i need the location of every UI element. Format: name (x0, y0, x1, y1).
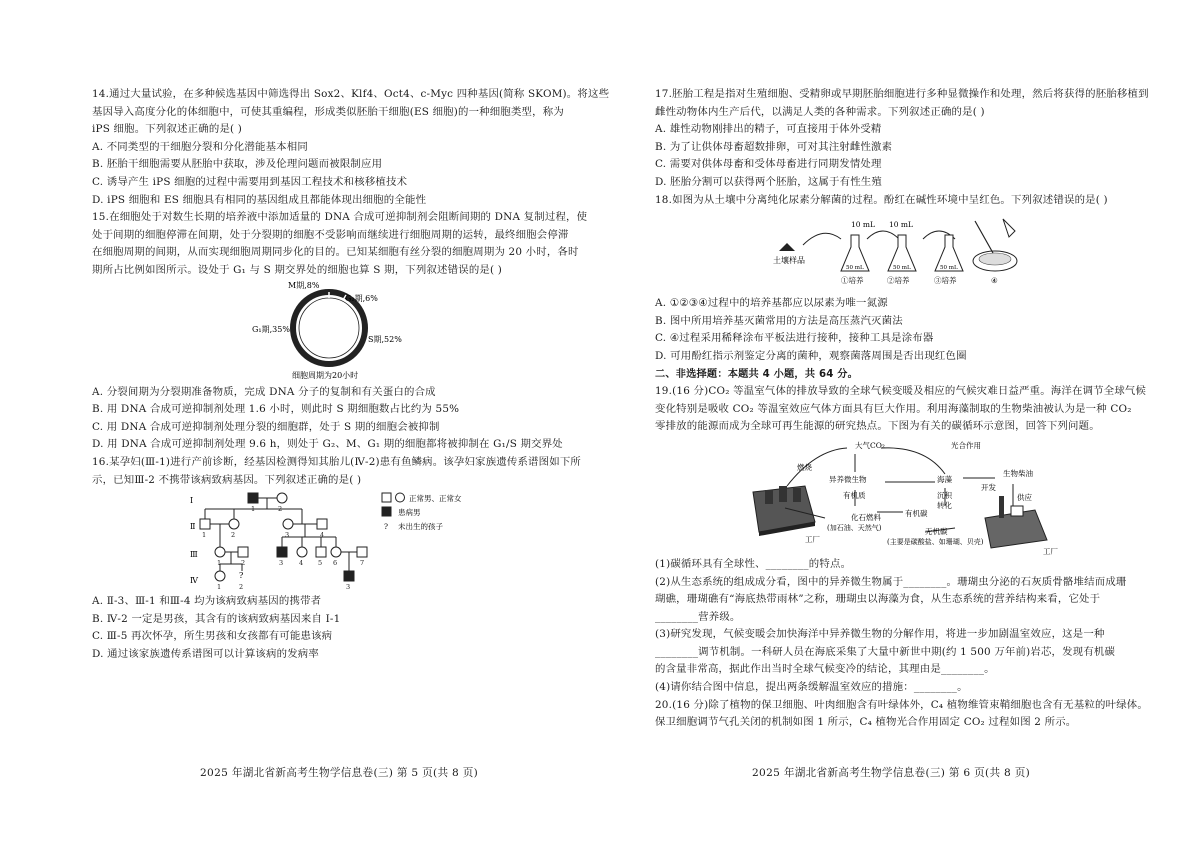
step-label: ①培养 (841, 276, 864, 286)
inorganic-carbon-examples: (主要是碳酸盐、如珊瑚、贝壳) (887, 537, 984, 546)
question-20 (655, 697, 1148, 732)
legend-unborn-mark: ? (384, 522, 389, 532)
factory-label: 工厂 (1043, 546, 1058, 556)
m-phase-label: M期,8% (288, 280, 320, 290)
cell-cycle-figure (92, 280, 564, 384)
page-footer-left: 2025 年湖北省新高考生物学信息卷(三) 第 5 页(共 8 页) (200, 767, 479, 779)
question-text-line: 零排放的能源而成为全球可再生能源的研究热点。下图为有关的碳循环示意图，回答下列问题。 (655, 420, 1100, 433)
factory-icon (753, 486, 815, 536)
svg-text:5: 5 (318, 559, 323, 568)
question-text-line: 19.(16 分)CO₂ 等温室气体的排放导致的全球气候变暖及相应的气候灾难日益严重。海洋在调节全球气候 (655, 385, 1147, 398)
svg-text:3: 3 (285, 531, 290, 540)
svg-text:3: 3 (346, 583, 351, 592)
svg-text:2: 2 (239, 583, 244, 592)
normal-female (283, 519, 293, 529)
photosynthesis-arrow (881, 448, 945, 474)
question-text-line: 保卫细胞调节气孔关闭的机制如图 1 所示，C₄ 植物光合作用固定 CO₂ 过程如图 2 所示。 (655, 716, 1077, 729)
svg-text:2: 2 (241, 559, 246, 568)
normal-female (297, 547, 307, 557)
question-text-line: iPS 细胞。下列叙述正确的是( ) (92, 123, 243, 136)
legend-affected-male (382, 507, 391, 516)
legend-unborn-text: 未出生的孩子 (398, 522, 443, 532)
option-c: C. 诱导产生 iPS 细胞的过程中需要用到基因工程技术和核移植技术 (92, 175, 408, 188)
soil-label: 土壤样品 (773, 256, 805, 266)
question-text-line: 期所占比例如图所示。设处于 G₁ 与 S 期交界处的细胞也算 S 期，下列叙述错误的是( ) (92, 263, 503, 276)
factory-label: 工厂 (805, 534, 820, 544)
convert-label: 转化 (937, 500, 952, 510)
affected-male (248, 493, 258, 503)
question-text-line: 变化特别是吸收 CO₂ 等温室效应气体方面具有巨大作用。利用海藻制取的生物柴油被认为是一种 CO₂ (655, 402, 1132, 415)
sub-question-3: (3)研究发现，气候变暖会加快海洋中异养微生物的分解作用，将进一步加剧温室效应，这是一种 (655, 628, 1105, 641)
legend-normal-male (382, 493, 391, 502)
question-14 (92, 86, 610, 209)
option-d: D. 胚胎分割可以获得两个胚胎，这属于有性生殖 (655, 175, 882, 188)
question-text-line: 17.胚胎工程是指对生殖细胞、受精卵或早期胚胎细胞进行多种显微操作和处理，然后将获得的胚胎移植到 (655, 88, 1149, 100)
soil-pile-icon (779, 243, 795, 251)
carbon-cycle-diagram (655, 436, 1135, 556)
svg-text:1: 1 (251, 505, 256, 514)
svg-text:1: 1 (217, 559, 222, 568)
fossil-fuel-label: 化石燃料 (851, 512, 881, 522)
option-d: D. 通过该家族遗传系谱图可以计算该病的发病率 (92, 647, 319, 660)
question-text-line: 20.(16 分)除了植物的保卫细胞、叶肉细胞含有叶绿体外，C₄ 植物维管束鞘细胞也含有无基粒的叶绿体。 (655, 698, 1148, 711)
question-18 (655, 192, 1135, 366)
option-b: B. 胚胎干细胞需要从胚胎中获取，涉及伦理问题而被限制应用 (92, 158, 383, 171)
generation-label: Ⅳ (190, 576, 198, 586)
legend-normal-text: 正常男、正常女 (409, 494, 462, 504)
question-text-line: 15.在细胞处于对数生长期的培养液中添加适量的 DNA 合成可逆抑制剂会阻断间期的 DNA 复制过程，使 (92, 211, 588, 224)
photosynthesis-label: 光合作用 (951, 440, 981, 450)
normal-female (215, 547, 225, 557)
cell-cycle-diagram (92, 280, 564, 384)
question-17 (655, 86, 1149, 192)
sub-question-3-cont: 的含量非常高，据此作出当时全球气候变冷的结论，其理由是________。 (655, 663, 995, 676)
option-a: A. 分裂间期为分裂期准备物质，完成 DNA 分子的复制和有关蛋白的合成 (92, 385, 436, 398)
sub-question-2-cont: 瑚礁，珊瑚礁有“海底热带雨林”之称，珊瑚虫以海藻为食，从生态系统的营养结构来看，它处于 (655, 593, 1101, 606)
normal-female (215, 571, 225, 581)
normal-female (277, 493, 287, 503)
fossil-fuel-examples: (加石油、天然气) (827, 523, 882, 532)
question-text-line: 基因导入高度分化的体细胞中，可使其重编程，形成类似胚胎干细胞(ES 细胞)的一种细胞类型，称为 (92, 105, 564, 118)
normal-female (229, 519, 239, 529)
s-phase-label: S期,52% (368, 334, 402, 344)
unborn-mark: ? (239, 571, 244, 581)
svg-text:2: 2 (278, 505, 283, 514)
normal-male (238, 547, 248, 557)
pipette-icon (1003, 219, 1015, 237)
option-d: D. iPS 细胞和 ES 细胞具有相同的基因组成且都能体现出细胞的全能性 (92, 193, 427, 206)
flask-volume: 50 mL (846, 265, 864, 272)
svg-text:2: 2 (231, 531, 236, 540)
svg-text:4: 4 (320, 531, 325, 540)
affected-male (344, 571, 354, 581)
volume-label: 10 mL (851, 220, 876, 230)
question-16 (92, 454, 582, 664)
question-15 (92, 209, 588, 454)
spreader-icon (975, 221, 993, 253)
g2-phase-label: G₂期,6% (345, 293, 378, 303)
question-text-line: 处于间期的细胞停滞在间期，处于分裂期的细胞不受影响而继续进行细胞周期的运转，最终细胞会停滞 (92, 228, 569, 241)
option-b: B. 为了让供体母畜超数排卵，可对其注射雌性激素 (655, 140, 893, 153)
option-b: B. 用 DNA 合成可逆抑制剂处理 1.6 小时，则此时 S 期细胞数占比约为 55% (92, 403, 460, 416)
question-text-line: 雌性动物体内生产后代，以满足人类的各种需求。下列叙述正确的是( ) (655, 105, 985, 118)
sub-question-4: (4)请你结合图中信息，提出两条缓解温室效应的措施：________。 (655, 681, 968, 694)
svg-text:1: 1 (217, 583, 222, 592)
affected-male (277, 547, 287, 557)
carbon-cycle-figure (655, 436, 1135, 556)
sub-question-3-cont: ________调节机制。一科研人员在海底采集了大量中新世中期(约 1 500 万年前)岩芯，发现有机碳 (655, 645, 1116, 658)
transfer-arrow (867, 231, 899, 239)
flask-volume: 50 mL (940, 265, 958, 272)
option-b: B. Ⅳ-2 一定是男孩，其含有的该病致病基因来自 Ⅰ-1 (92, 612, 341, 625)
normal-male (357, 547, 367, 557)
normal-male (200, 519, 210, 529)
generation-label: Ⅲ (190, 550, 198, 560)
normal-male (317, 519, 327, 529)
option-a: A. 雄性动物刚排出的精子，可直接用于体外受精 (655, 123, 882, 136)
organic-carbon-label: 有机碳 (905, 508, 928, 518)
inorganic-carbon-label: 无机碳 (925, 526, 948, 536)
supply-label: 供应 (1017, 492, 1032, 502)
legend-affected-text: 患病男 (398, 508, 421, 518)
question-19 (655, 383, 1147, 697)
factory-icon (985, 496, 1047, 548)
option-a: A. ①②③④过程中的培养基都应以尿素为唯一氮源 (655, 297, 888, 310)
seaweed-label: 海藻 (937, 474, 952, 484)
normal-female (331, 547, 341, 557)
option-c: C. Ⅲ-5 再次怀孕，所生男孩和女孩都有可能患该病 (92, 630, 333, 643)
option-c: C. ④过程采用稀释涂布平板法进行接种，接种工具是涂布器 (655, 332, 934, 345)
svg-text:6: 6 (333, 559, 338, 568)
urease-isolation-figure (655, 209, 1135, 295)
flask-volume: 50 mL (893, 265, 911, 272)
svg-text:7: 7 (360, 559, 365, 568)
sub-question-1: (1)碳循环具有全球性、________的特点。 (655, 557, 852, 570)
generation-label: Ⅰ (190, 496, 194, 506)
organic-matter-label: 有机质 (843, 490, 866, 500)
legend-normal-female (396, 493, 405, 502)
pedigree-figure (92, 489, 564, 593)
right-page (655, 86, 1149, 732)
deposit-label: 沉积 (937, 490, 952, 500)
section-heading: 二、非选择题：本题共 4 小题，共 64 分。 (655, 368, 859, 380)
pedigree-chart (92, 489, 564, 593)
atmosphere-co2: 大气CO₂ (855, 440, 885, 450)
svg-text:3: 3 (279, 559, 284, 568)
develop-label: 开发 (981, 482, 996, 492)
option-a: A. Ⅱ-3、Ⅲ-1 和Ⅲ-4 均为该病致病基因的携带者 (92, 595, 322, 608)
option-b: B. 图中所用培养基灭菌常用的方法是高压蒸汽灭菌法 (655, 314, 903, 327)
svg-text:1: 1 (202, 531, 207, 540)
question-text-line: 示，已知Ⅲ-2 不携带该病致病基因。下列叙述正确的是( ) (92, 473, 362, 486)
step-label: ②培养 (887, 276, 910, 286)
normal-male (316, 547, 326, 557)
plate-medium (979, 253, 1011, 265)
option-d: D. 可用酚红指示剂鉴定分离的菌种，观察菌落周围是否出现红色圈 (655, 349, 967, 362)
volume-label: 10 mL (889, 220, 914, 230)
page-footer-right: 2025 年湖北省新高考生物学信息卷(三) 第 6 页(共 8 页) (752, 767, 1031, 779)
biodiesel-label: 生物柴油 (1003, 468, 1033, 478)
question-text-line: 在细胞周期的间期，从而实现细胞周期同步化的目的。已知某细胞有丝分裂的细胞周期为 20 小时，各时 (92, 246, 579, 259)
option-c: C. 用 DNA 合成可逆抑制剂处理分裂的细胞群，处于 S 期的细胞会被抑制 (92, 420, 440, 433)
burn-label: 燃烧 (797, 462, 812, 472)
question-text-line: 16.某孕妇(Ⅲ-1)进行产前诊断，经基因检测得知其胎儿(Ⅳ-2)患有鱼鳞病。该孕妇家族遗传系谱图如下所 (92, 455, 582, 468)
sub-question-2: (2)从生态系统的组成成分看，图中的异养微生物属于________。珊瑚虫分泌的石灰质骨骼堆结而成珊 (655, 575, 1127, 588)
option-c: C. 需要对供体母畜和受体母畜进行同期发情处理 (655, 158, 882, 171)
option-d: D. 用 DNA 合成可逆抑制剂处理 9.6 h，则处于 G₂、M、G₁ 期的细胞都将被抑制在 G₁/S 期交界处 (92, 438, 563, 451)
sub-question-2-cont: ________营养级。 (655, 610, 741, 623)
isolation-process-diagram (655, 209, 1135, 295)
option-a: A. 不同类型的干细胞分裂和分化潜能基本相同 (92, 140, 308, 153)
step-label: ④ (991, 276, 998, 286)
question-text-line: 14.通过大量试验，在多种候选基因中筛选得出 Sox2、Klf4、Oct4、c-Myc 四种基因(简称 SKOM)。将这些 (92, 88, 610, 100)
left-page (92, 86, 610, 663)
decomposer-label: 异养微生物 (829, 474, 867, 484)
g1-phase-label: G₁期,35% (252, 324, 290, 334)
cell-cycle-caption: 细胞周期为20小时 (292, 370, 359, 380)
question-text-line: 18.如图为从土壤中分离纯化尿素分解菌的过程。酚红在碱性环境中呈红色。下列叙述错误的是( ) (655, 193, 1108, 206)
svg-text:4: 4 (299, 559, 304, 568)
generation-label: Ⅱ (190, 522, 196, 532)
cell-cycle-inner-ring (299, 298, 359, 358)
transfer-arrow (803, 233, 841, 245)
step-label: ③培养 (934, 276, 957, 286)
